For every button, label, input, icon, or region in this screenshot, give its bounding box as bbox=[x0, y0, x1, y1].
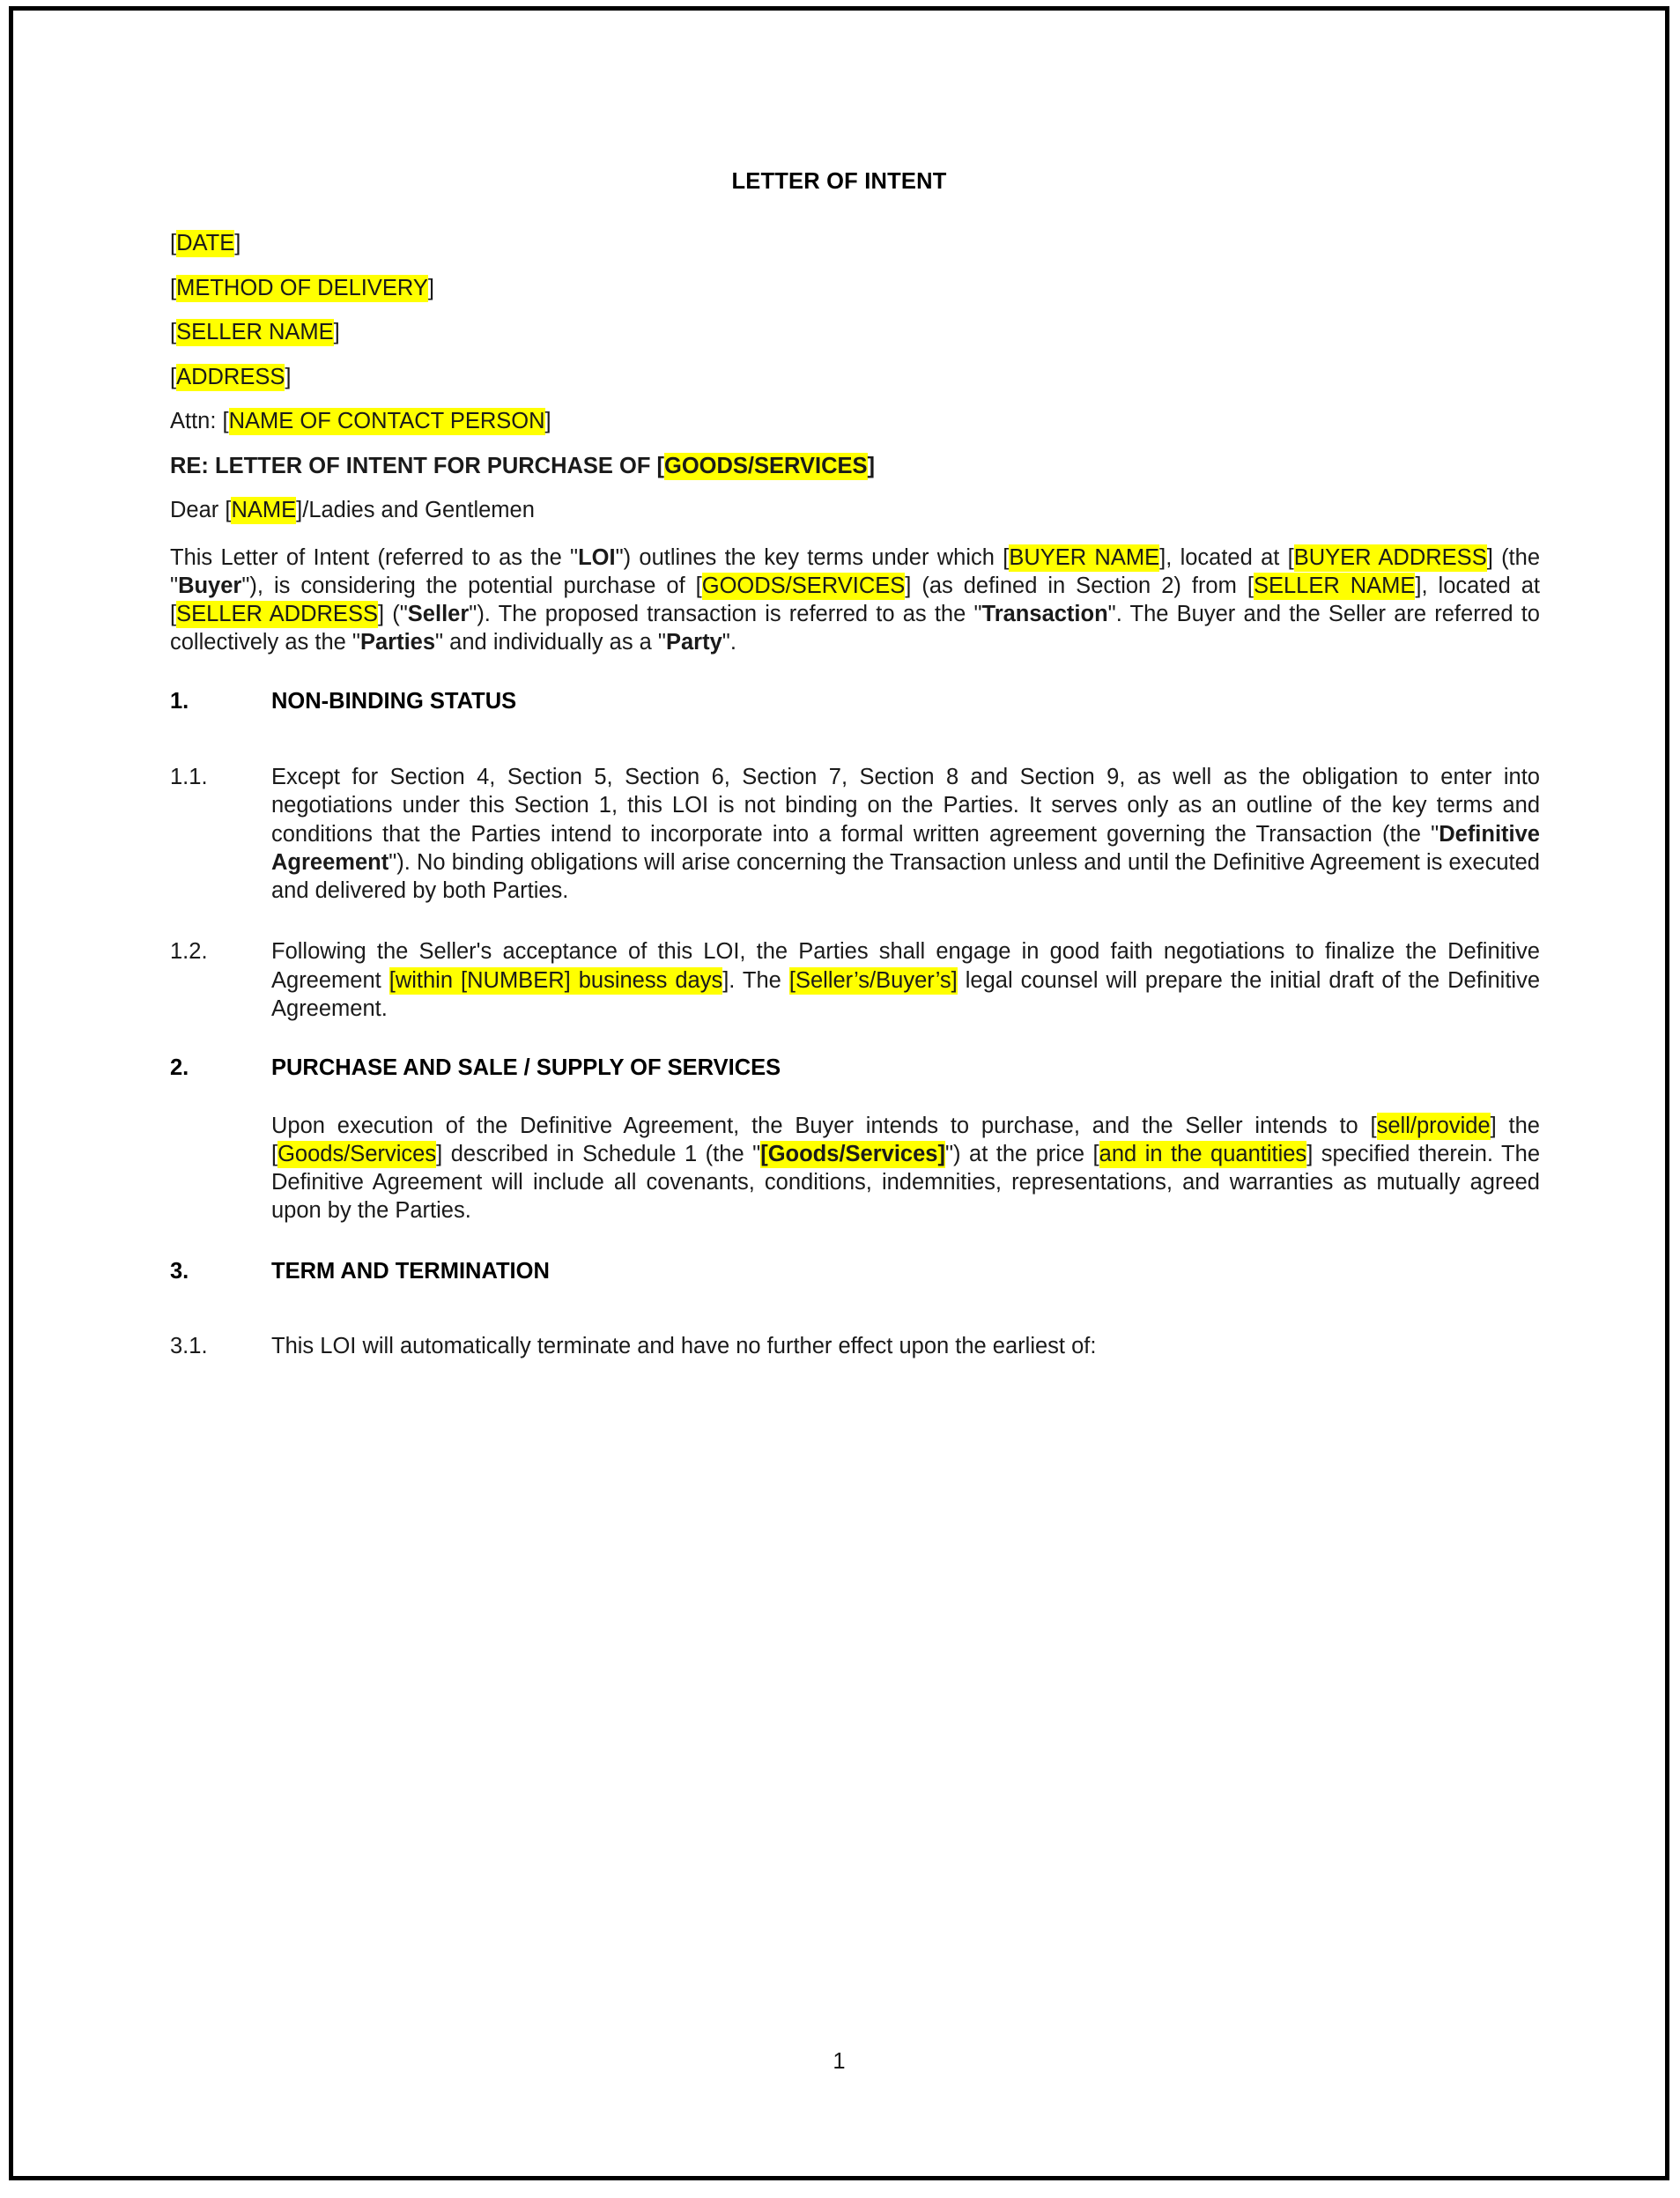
bracket-close: ] bbox=[285, 364, 292, 389]
bracket-close: ] bbox=[1306, 1141, 1314, 1166]
re-prefix: RE: LETTER OF INTENT FOR PURCHASE OF bbox=[170, 453, 657, 478]
bracket-open: [ bbox=[225, 498, 232, 522]
bracket-close: ] bbox=[1415, 573, 1422, 598]
page-number: 1 bbox=[833, 2049, 846, 2074]
clause-1-1 bbox=[170, 763, 1540, 905]
placeholder-seller-address: SELLER ADDRESS bbox=[176, 602, 378, 626]
intro-text: ") outlines the key terms under which bbox=[615, 544, 1003, 570]
section-title-1: NON-BINDING STATUS bbox=[271, 688, 517, 714]
bracket-open: [ bbox=[170, 364, 177, 389]
placeholder-sell-provide: sell/provide bbox=[1376, 1113, 1491, 1138]
date-line bbox=[170, 233, 1540, 255]
section-heading-2 bbox=[170, 1057, 1540, 1080]
intro-text: ". The Buyer and the Seller are referred to collectively as the " bbox=[170, 602, 1540, 655]
bracket-open: [ bbox=[170, 275, 177, 300]
bracket-open: [ bbox=[271, 1141, 278, 1166]
placeholder-name: NAME bbox=[231, 498, 297, 522]
placeholder-goods-services: GOODS/SERVICES bbox=[701, 573, 906, 598]
bracket-open: [ bbox=[170, 231, 177, 255]
clause-text: Upon execution of the Definitive Agreement, the Buyer intends to purchase, and the Seller intends to bbox=[271, 1113, 1371, 1138]
intro-text: (as defined in Section 2) from bbox=[911, 573, 1247, 598]
bracket-open: [ bbox=[1003, 544, 1010, 570]
term-definitive-agreement: Definitive Agreement bbox=[271, 821, 1540, 875]
re-subject-line bbox=[170, 455, 1540, 478]
clause-text: Following the Seller's acceptance of this LOI, the Parties shall engage in good faith negotiations to finalize the Definitive Agreement bbox=[271, 939, 1540, 993]
clause-text: legal counsel will prepare the initial draft of the Definitive Agreement. bbox=[271, 967, 1540, 1021]
placeholder-address: ADDRESS bbox=[176, 364, 285, 389]
intro-text: (the " bbox=[170, 544, 1541, 598]
bracket-close: ] bbox=[333, 320, 340, 344]
section-title-2: PURCHASE AND SALE / SUPPLY OF SERVICES bbox=[271, 1055, 781, 1080]
bracket-close: ] bbox=[436, 1141, 443, 1166]
bracket-close: ] bbox=[544, 409, 551, 433]
bracket-open: [ bbox=[170, 320, 177, 344]
bracket-close: ] bbox=[1159, 544, 1166, 570]
clause-text: ]. The bbox=[722, 967, 789, 993]
placeholder-goods-services: Goods/Services bbox=[278, 1141, 437, 1166]
intro-text: (" bbox=[384, 602, 408, 626]
bracket-open: [ bbox=[1247, 573, 1254, 598]
bracket-close: ] bbox=[867, 453, 876, 478]
document-body bbox=[170, 233, 1540, 1360]
placeholder-date: DATE bbox=[176, 231, 235, 255]
placeholder-buyer-address: BUYER ADDRESS bbox=[1293, 544, 1487, 570]
term-seller: Seller bbox=[407, 602, 470, 626]
placeholder-goods-services: GOODS/SERVICES bbox=[664, 453, 868, 478]
clause-body-3-1: This LOI will automatically terminate and have no further effect upon the earliest of: bbox=[271, 1334, 1097, 1358]
bracket-close: ] bbox=[427, 275, 434, 300]
bracket-open: [ bbox=[1092, 1141, 1099, 1166]
term-parties: Parties bbox=[359, 630, 436, 655]
clause-2-body bbox=[170, 1112, 1540, 1225]
bracket-close: ] bbox=[234, 231, 241, 255]
attn-label: Attn: bbox=[170, 409, 223, 433]
bracket-close: ] bbox=[1486, 544, 1493, 570]
section-number-3: 3. bbox=[170, 1258, 189, 1284]
placeholder-seller-name: SELLER NAME bbox=[1253, 573, 1416, 598]
placeholder-buyer-name: BUYER NAME bbox=[1009, 544, 1160, 570]
clause-body-1-2 bbox=[271, 937, 1540, 1023]
bracket-open: [ bbox=[656, 453, 664, 478]
seller-name-line bbox=[170, 322, 1540, 344]
document-page bbox=[13, 11, 1665, 2176]
clause-text: Except for Section 4, Section 5, Section 6, Section 7, Section 8 and Section 9, as well as the obligation to enter into negotiations under this Section 1, this LOI is not binding on the Parties. It serves only as an outline of the key terms and conditions that the Parties intend to incorporate into a formal written agreement governing the Transaction (the " bbox=[271, 765, 1540, 847]
clause-text: the bbox=[1496, 1113, 1540, 1138]
section-heading-3 bbox=[170, 1258, 1540, 1284]
bracket-open: [ bbox=[695, 573, 702, 598]
salutation-suffix: /Ladies and Gentlemen bbox=[302, 498, 535, 522]
term-goods-services-defined: [Goods/Services] bbox=[760, 1141, 945, 1166]
clause-number-3-1: 3.1. bbox=[170, 1334, 208, 1358]
clause-body-1-1 bbox=[271, 763, 1540, 905]
clause-1-2 bbox=[170, 937, 1540, 1023]
clause-number-1-2: 1.2. bbox=[170, 939, 208, 965]
clause-text: specified therein. The Definitive Agreement will include all covenants, conditions, indemnities, representations, and warranties as mutually agreed upon by the Parties. bbox=[271, 1141, 1540, 1224]
intro-text: ". bbox=[722, 630, 736, 655]
method-of-delivery-line bbox=[170, 275, 1540, 300]
section-number-2: 2. bbox=[170, 1055, 189, 1080]
bracket-open: [ bbox=[170, 602, 177, 626]
intro-text: "). The proposed transaction is referred to as the " bbox=[469, 602, 982, 626]
intro-text: " and individually as a " bbox=[435, 630, 666, 655]
bracket-close: ] bbox=[1490, 1113, 1497, 1138]
term-buyer: Buyer bbox=[178, 573, 242, 598]
bracket-close: ] bbox=[296, 498, 303, 522]
intro-text: , located at bbox=[1166, 544, 1288, 570]
clause-text: described in Schedule 1 (the " bbox=[442, 1141, 761, 1166]
intro-text: This Letter of Intent (referred to as the " bbox=[170, 544, 579, 570]
placeholder-contact-person: NAME OF CONTACT PERSON bbox=[228, 409, 545, 433]
placeholder-negotiation-period: [within [NUMBER] business days bbox=[389, 967, 723, 993]
clause-text: "). No binding obligations will arise concerning the Transaction unless and until the Definitive Agreement is executed and delivered by both Parties. bbox=[271, 849, 1540, 903]
address-line bbox=[170, 366, 1540, 389]
placeholder-sellers-buyers: [Seller’s/Buyer’s] bbox=[788, 967, 958, 993]
bracket-close: ] bbox=[377, 602, 385, 626]
placeholder-method-of-delivery: METHOD OF DELIVERY bbox=[176, 275, 428, 300]
attention-line bbox=[170, 411, 1540, 433]
clause-text: ") at the price bbox=[944, 1141, 1093, 1166]
term-loi: LOI bbox=[578, 544, 616, 570]
placeholder-seller-name: SELLER NAME bbox=[176, 320, 334, 344]
salutation-prefix: Dear bbox=[170, 498, 226, 522]
intro-text: "), is considering the potential purchase of bbox=[241, 573, 696, 598]
term-transaction: Transaction bbox=[981, 602, 1108, 626]
section-number-1: 1. bbox=[170, 688, 189, 714]
clause-number-1-1: 1.1. bbox=[170, 765, 208, 789]
section-title-3: TERM AND TERMINATION bbox=[271, 1258, 550, 1284]
intro-paragraph bbox=[170, 544, 1540, 657]
salutation-line bbox=[170, 500, 1540, 522]
bracket-open: [ bbox=[222, 409, 229, 433]
clause-3-1 bbox=[170, 1332, 1540, 1360]
bracket-open: [ bbox=[1370, 1113, 1377, 1138]
page-title: LETTER OF INTENT bbox=[731, 169, 947, 194]
placeholder-quantities: and in the quantities bbox=[1099, 1141, 1307, 1166]
section-heading-1 bbox=[170, 688, 1540, 714]
document-page-border bbox=[9, 6, 1669, 2180]
term-party: Party bbox=[665, 630, 722, 655]
bracket-open: [ bbox=[1287, 544, 1294, 570]
intro-text: , located at bbox=[1421, 573, 1541, 598]
bracket-close: ] bbox=[905, 573, 912, 598]
clause-body-2 bbox=[271, 1112, 1540, 1225]
